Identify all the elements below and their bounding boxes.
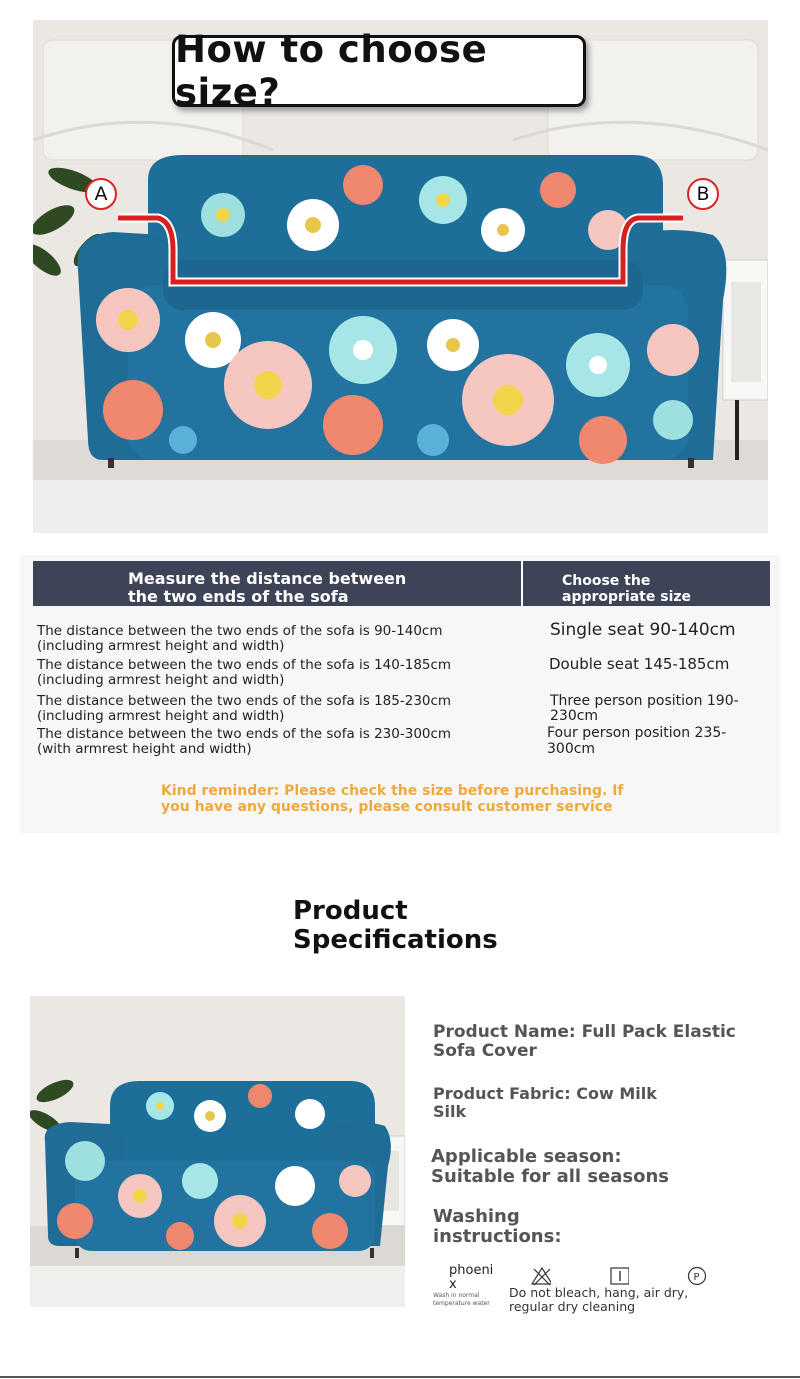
marker-b: B bbox=[687, 178, 719, 210]
svg-text:P: P bbox=[693, 1272, 700, 1283]
header-measure: Measure the distance between the two ends of the sofa bbox=[128, 569, 407, 606]
spec-season: Applicable season: Suitable for all seasons bbox=[431, 1146, 669, 1187]
product-sofa-illustration bbox=[30, 996, 405, 1307]
row-measure-4: The distance between the two ends of the sofa is 230-300cm (with armrest height and width) bbox=[37, 726, 452, 757]
hang-dry-icon bbox=[609, 1266, 629, 1286]
product-photo bbox=[30, 996, 405, 1307]
spec-title: Product Specifications bbox=[293, 896, 498, 955]
row-size-2: Double seat 145-185cm bbox=[549, 655, 730, 673]
spec-product-fabric: Product Fabric: Cow Milk Silk bbox=[433, 1084, 657, 1121]
washing-icons-row bbox=[433, 1262, 753, 1322]
hero-sofa-image bbox=[33, 20, 768, 533]
wash-small-text: Wash in normal temperature water bbox=[433, 1292, 490, 1307]
row-size-1: Single seat 90-140cm bbox=[550, 620, 736, 640]
row-size-3: Three person position 190-230cm bbox=[550, 693, 739, 724]
row-size-4: Four person position 235-300cm bbox=[547, 725, 727, 757]
dry-clean-icon bbox=[686, 1266, 706, 1286]
kind-reminder: Kind reminder: Please check the size before purchasing. If you have any questions, please consult customer service bbox=[161, 783, 624, 815]
wash-instructions-text: Do not bleach, hang, air dry, regular dry cleaning bbox=[509, 1285, 689, 1314]
wash-label: phoenix bbox=[449, 1263, 494, 1292]
bottom-divider bbox=[0, 1376, 800, 1378]
size-guide-title: How to choose size? bbox=[172, 35, 586, 107]
no-bleach-icon bbox=[531, 1266, 551, 1286]
row-measure-2: The distance between the two ends of the sofa is 140-185cm (including armrest height and width) bbox=[37, 657, 452, 688]
spec-washing: Washing instructions: bbox=[433, 1206, 562, 1247]
header-choose: Choose the appropriate size bbox=[562, 573, 692, 605]
row-measure-1: The distance between the two ends of the sofa is 90-140cm (including armrest height and width) bbox=[37, 623, 443, 654]
size-table bbox=[20, 555, 780, 833]
size-table-header bbox=[33, 561, 770, 606]
row-measure-3: The distance between the two ends of the sofa is 185-230cm (including armrest height and width) bbox=[37, 693, 452, 724]
marker-a: A bbox=[85, 178, 117, 210]
spec-product-name: Product Name: Full Pack Elastic Sofa Cover bbox=[433, 1022, 736, 1061]
header-divider bbox=[521, 561, 523, 606]
